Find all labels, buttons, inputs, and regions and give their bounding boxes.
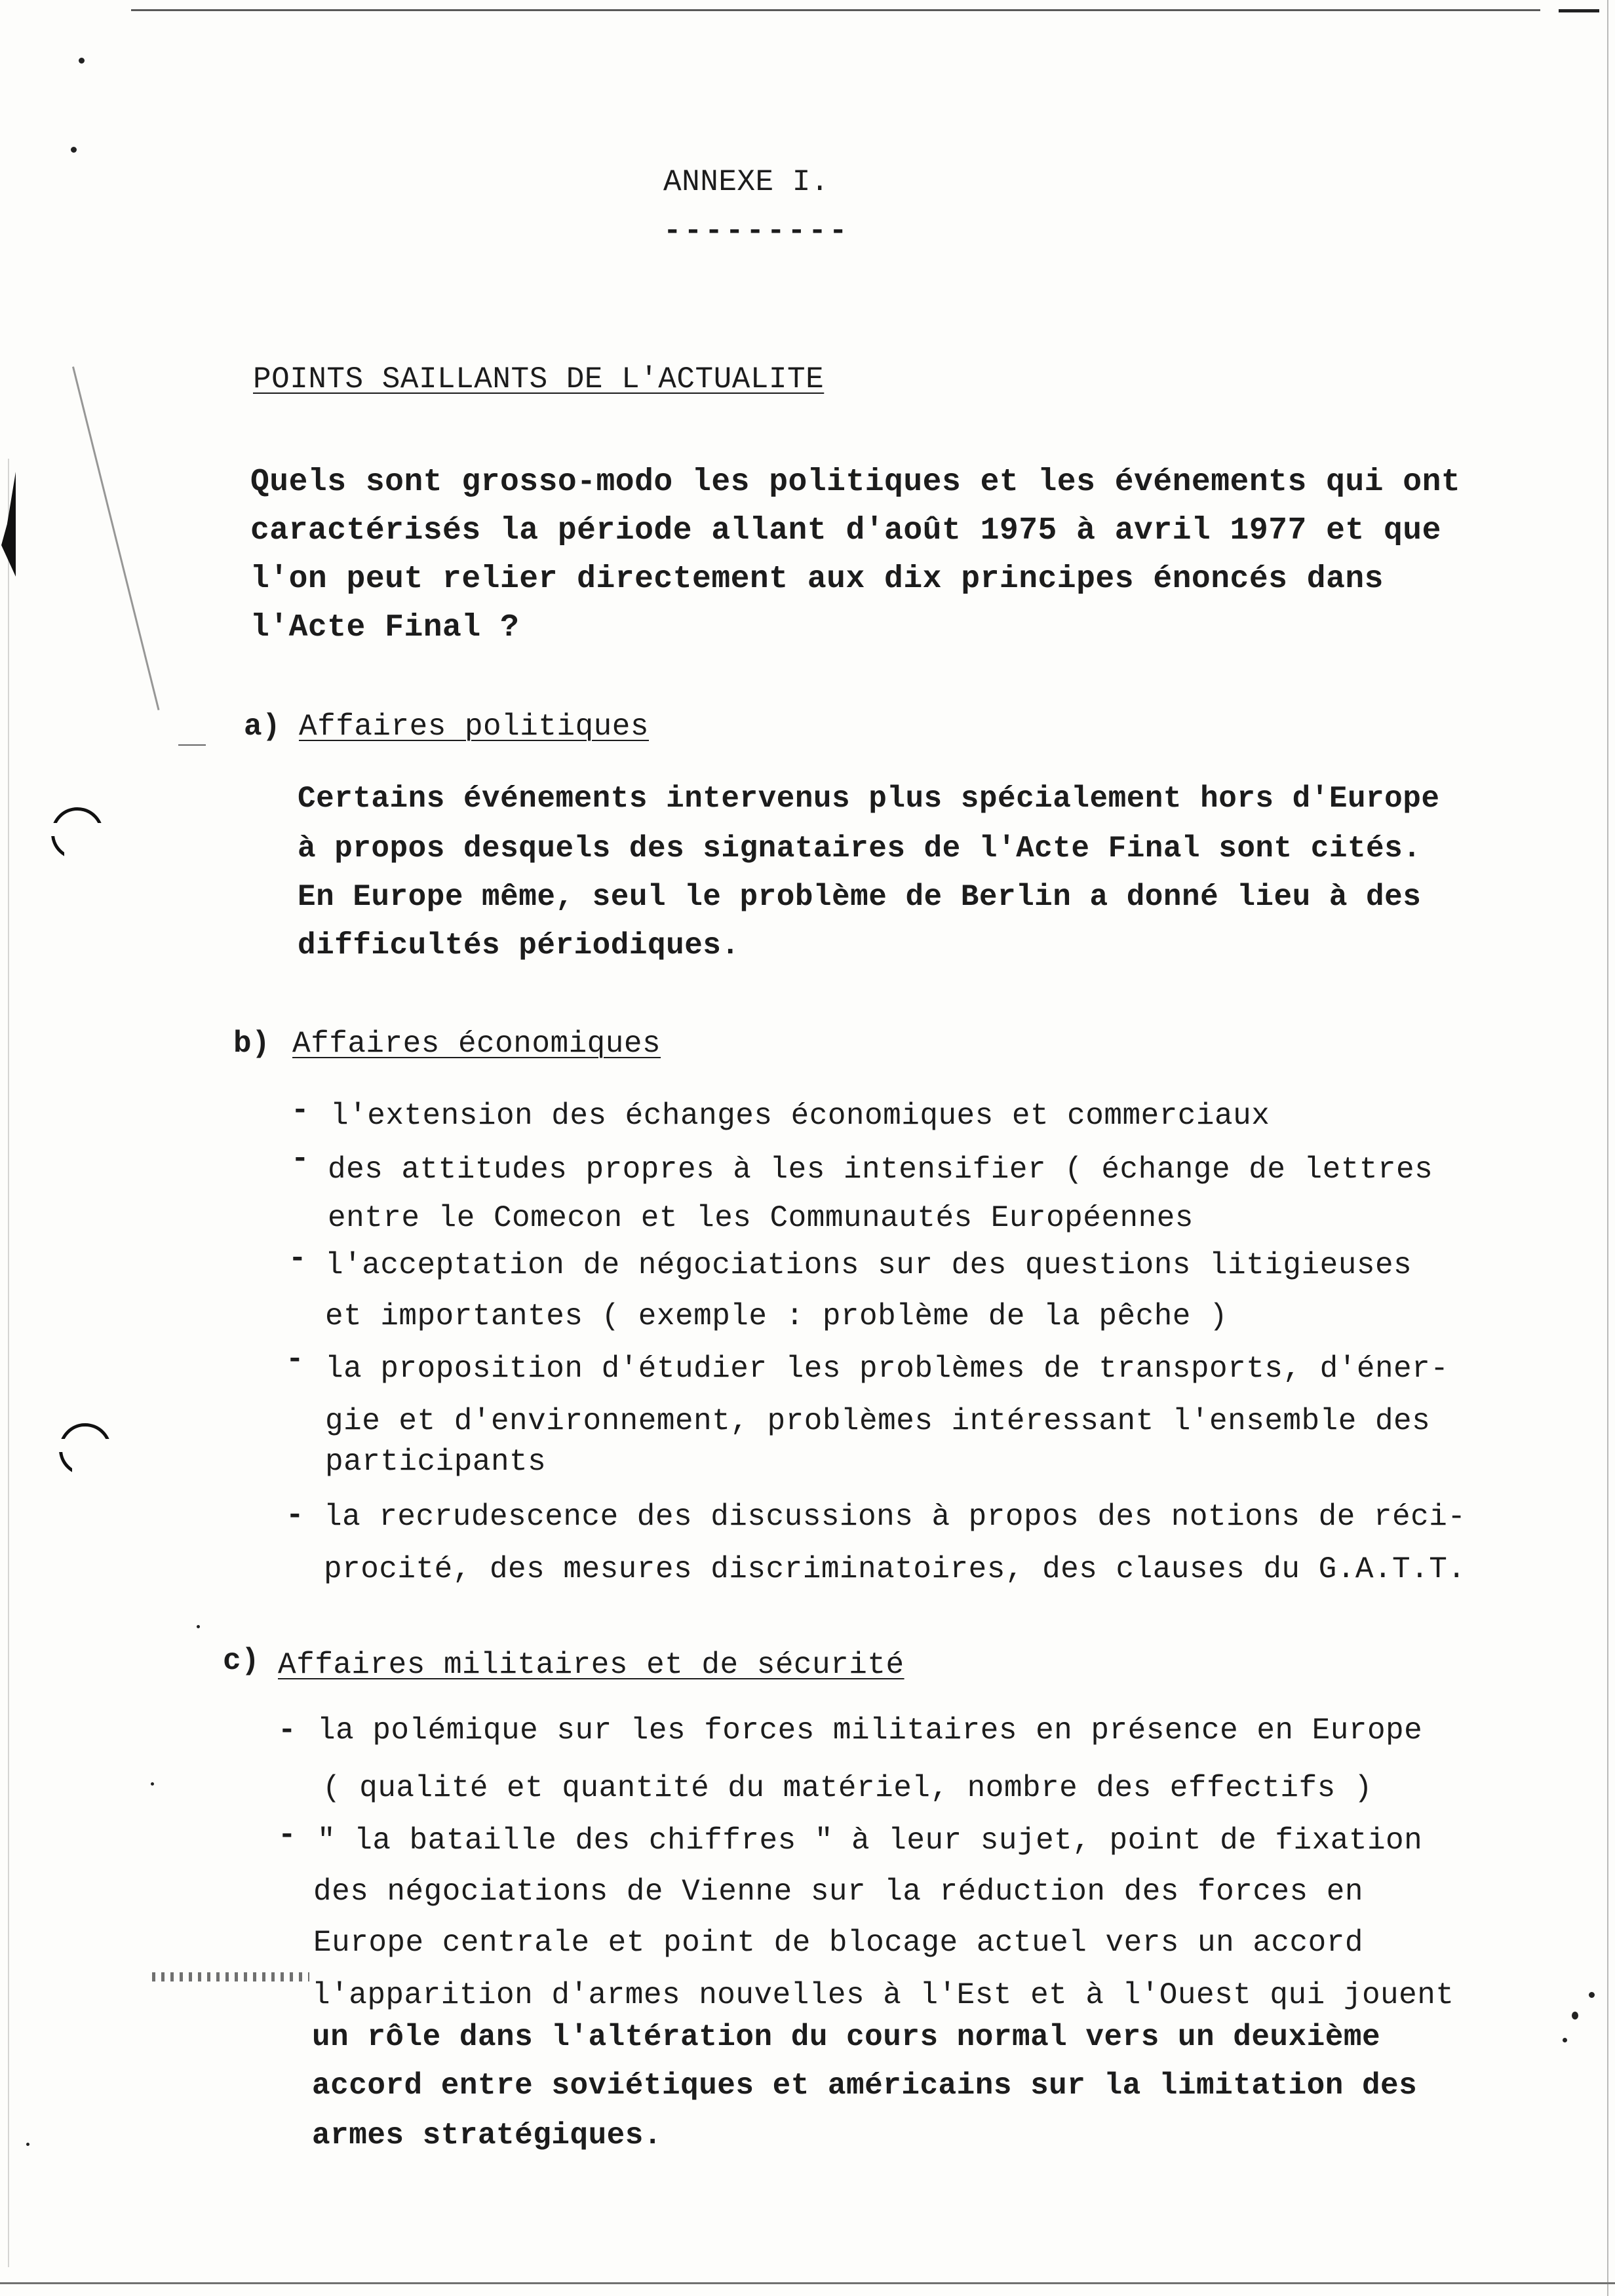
section-c-title: Affaires militaires et de sécurité — [278, 1648, 905, 1682]
list-dash: - — [278, 1713, 297, 1748]
list-dash: - — [291, 1094, 310, 1128]
intro-line: l'on peut relier directement aux dix principes énoncés dans — [250, 562, 1384, 597]
scan-dot — [1572, 2012, 1578, 2019]
scan-dot — [1589, 1992, 1595, 1998]
scan-dot — [151, 1782, 154, 1786]
scan-dot — [197, 1625, 200, 1628]
scan-dot — [1563, 2038, 1567, 2042]
scan-dot — [79, 58, 85, 64]
section-a-line: En Europe même, seul le problème de Berlin a donné lieu à des — [298, 880, 1422, 914]
list-item-line: participants — [325, 1445, 547, 1479]
section-a-marker: a) — [244, 710, 281, 744]
list-item-line: procité, des mesures discriminatoires, des clauses du G.A.T.T. — [324, 1552, 1466, 1586]
list-item-line: un rôle dans l'altération du cours normal vers un deuxième — [312, 2020, 1381, 2054]
section-a-title: Affaires politiques — [299, 710, 649, 744]
section-c-marker: c) — [223, 1644, 260, 1678]
scan-dash — [178, 744, 206, 746]
list-dash: - — [286, 1343, 305, 1377]
list-item-line: Europe centrale et point de blocage actuel vers un accord — [313, 1926, 1363, 1960]
list-dash: - — [286, 1499, 305, 1533]
list-item-line: " la bataille des chiffres " à leur sujet, point de fixation — [317, 1824, 1423, 1858]
list-item-line: la polémique sur les forces militaires en présence en Europe — [317, 1713, 1423, 1748]
scan-edge-top — [131, 9, 1540, 11]
list-dash: - — [291, 1142, 310, 1176]
punch-hole-mark — [51, 807, 104, 860]
punch-hole-mark — [59, 1423, 111, 1476]
scan-mark-top-right — [1559, 9, 1599, 12]
scan-edge-bottom — [0, 2282, 1615, 2284]
section-b-title: Affaires économiques — [292, 1027, 661, 1061]
list-item-line: armes stratégiques. — [312, 2118, 662, 2152]
list-item-line: la proposition d'étudier les problèmes de transports, d'éner- — [325, 1352, 1449, 1386]
intro-line: caractérisés la période allant d'août 1975 à avril 1977 et que — [250, 513, 1441, 548]
section-b-marker: b) — [233, 1027, 271, 1061]
list-item-line: l'acceptation de négociations sur des questions litigieuses — [325, 1248, 1412, 1282]
section-title: POINTS SAILLANTS DE L'ACTUALITE — [253, 362, 825, 396]
annex-title-rule: --------- — [663, 214, 850, 248]
list-item-line: entre le Comecon et les Communautés Européennes — [328, 1201, 1194, 1235]
scan-edge-right — [1607, 0, 1608, 2296]
section-a-line: difficultés périodiques. — [298, 928, 740, 963]
list-item-line: des négociations de Vienne sur la réduction des forces en — [313, 1875, 1363, 1909]
list-item-line: l'extension des échanges économiques et commerciaux — [330, 1099, 1270, 1133]
list-item-line: accord entre soviétiques et américains sur la limitation des — [312, 2069, 1418, 2103]
section-a-line: Certains événements intervenus plus spécialement hors d'Europe — [298, 782, 1440, 816]
scan-dot — [71, 147, 77, 153]
list-item-line: et importantes ( exemple : problème de la pêche ) — [325, 1299, 1228, 1333]
annex-title: ANNEXE I. — [663, 165, 829, 199]
list-item-line: des attitudes propres à les intensifier ( échange de lettres — [328, 1153, 1433, 1187]
scan-dot — [26, 2143, 29, 2146]
list-dash: - — [278, 1818, 297, 1852]
intro-line: Quels sont grosso-modo les politiques et les événements qui ont — [250, 465, 1461, 500]
scan-edge-left — [8, 459, 9, 2267]
list-item-line: la recrudescence des discussions à propos des notions de réci- — [324, 1500, 1466, 1534]
scan-speckle — [152, 1972, 309, 1981]
list-item-line: l'apparition d'armes nouvelles à l'Est et à l'Ouest qui jouent — [312, 1978, 1454, 2012]
list-dash: - — [288, 1242, 307, 1276]
list-item-line: ( qualité et quantité du matériel, nombre des effectifs ) — [322, 1771, 1372, 1805]
section-a-line: à propos desquels des signataires de l'Acte Final sont cités. — [298, 832, 1422, 866]
list-item-line: gie et d'environnement, problèmes intéressant l'ensemble des — [325, 1404, 1431, 1438]
intro-line: l'Acte Final ? — [250, 610, 520, 645]
scan-edge-slant — [72, 366, 160, 710]
